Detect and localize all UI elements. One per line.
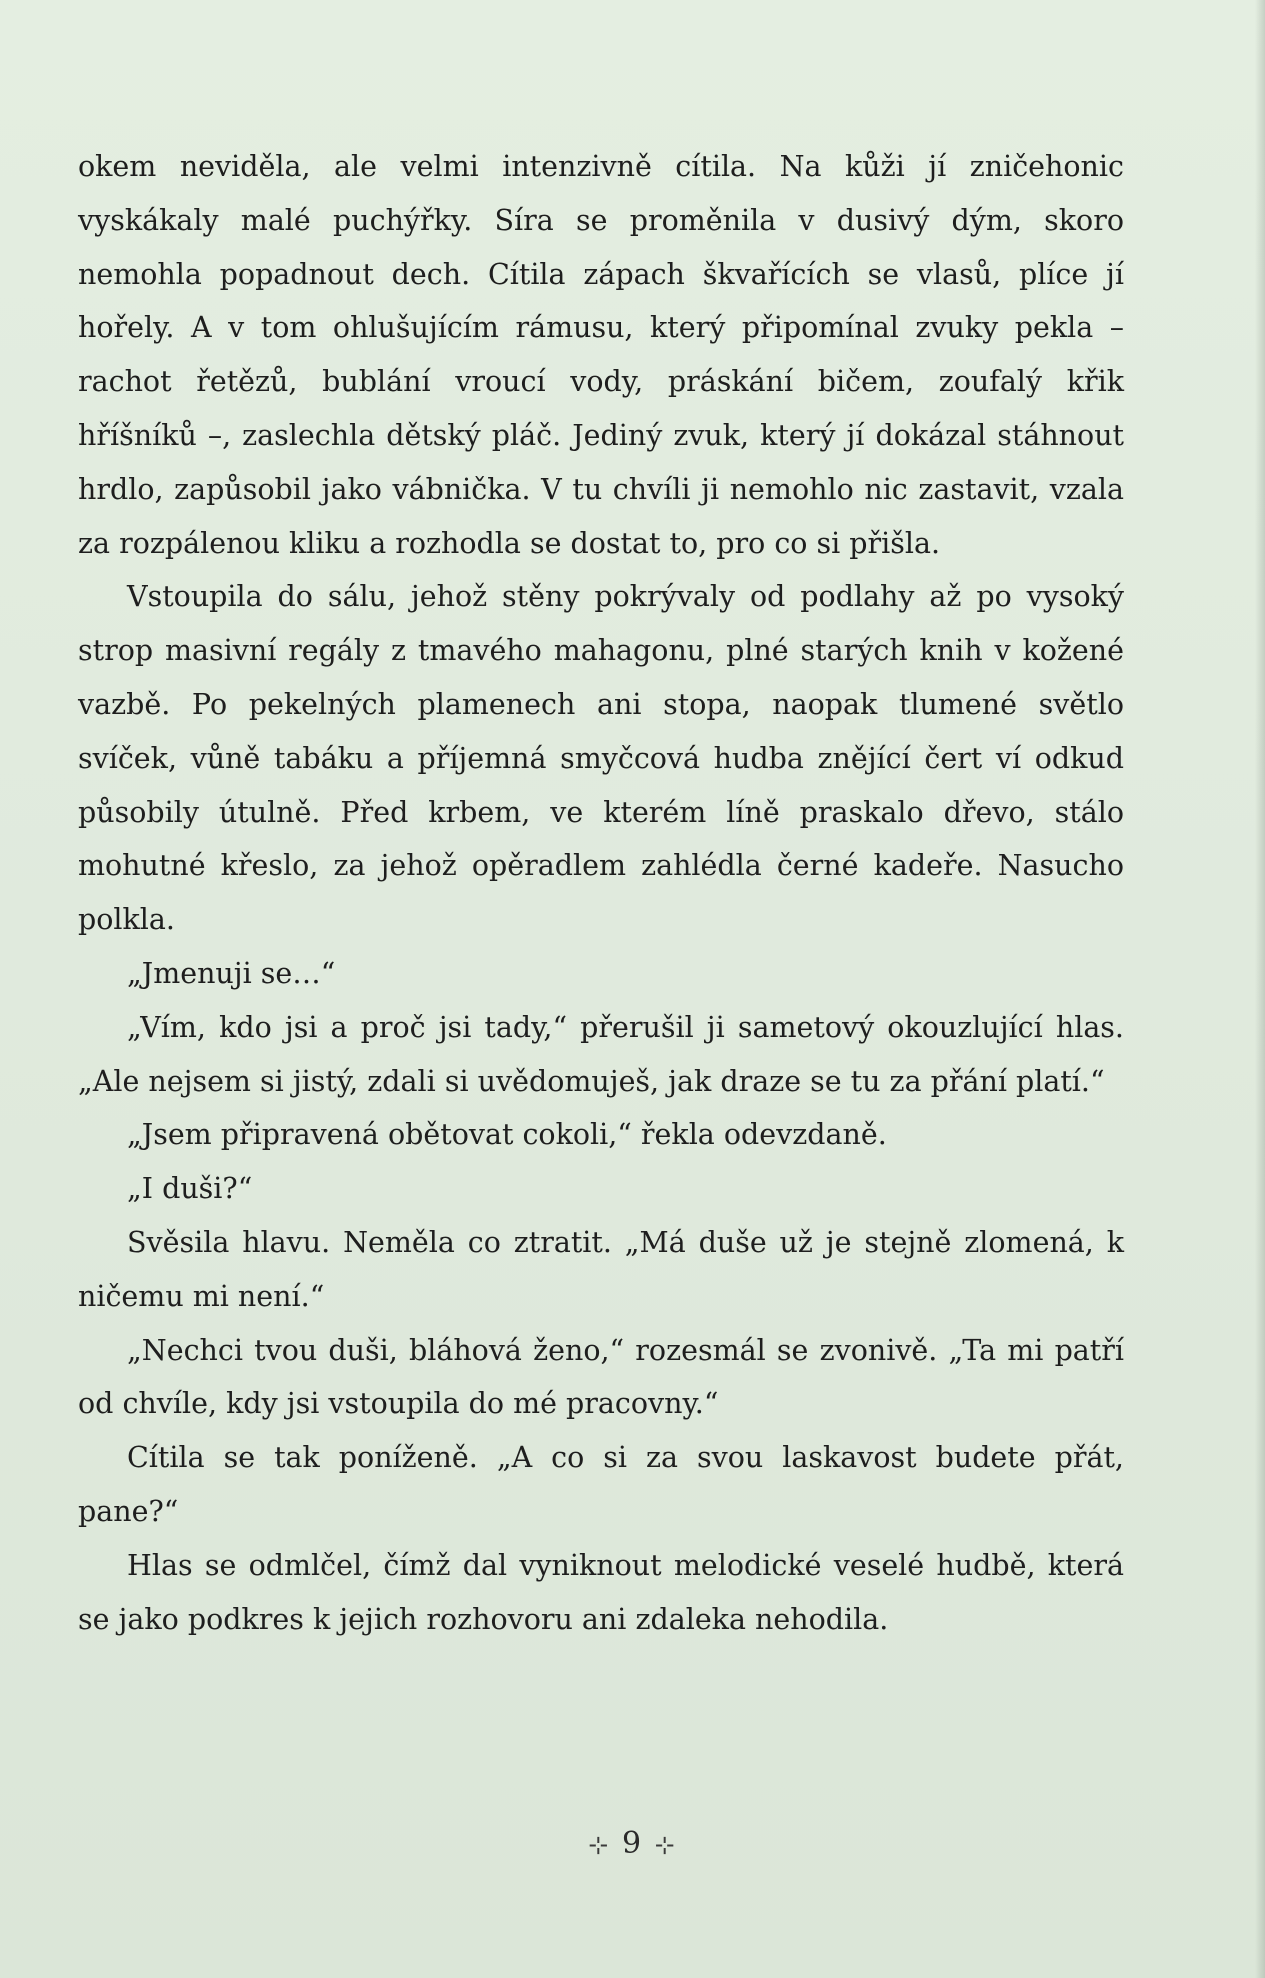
paragraph: Svěsila hlavu. Neměla co ztratit. „Má duše už je stejně zlomená, k ničemu mi není.“ xyxy=(78,1225,1124,1313)
paragraph: okem neviděla, ale velmi intenzivně cítila. Na kůži jí zničehonic vyskákaly malé puchýřky. Síra se proměnila v dusivý dým, skoro nemohla popadnout dech. Cítila zápach škvařících se vlasů, plíce jí hořely. A v tom ohlušujícím rámusu, který připomínal zvuky pekla – rachot řetězů, bublání vroucí vody, práskání bičem, zoufalý křik hříšníků –, zaslechla dětský pláč. Jediný zvuk, který jí dokázal stáhnout hrdlo, zapůsobil jako vábnička. V tu chvíli ji nemohlo nic zastavit, vzala za rozpálenou kliku a rozhodla se dostat to, pro co si přišla. xyxy=(78,150,1124,560)
paragraph: Cítila se tak poníženě. „A co si za svou laskavost budete přát, pane?“ xyxy=(78,1441,1124,1528)
ornament-left-icon: ⊹ xyxy=(588,1831,611,1859)
body-text xyxy=(78,140,1124,1646)
page-number: 9 xyxy=(621,1826,644,1861)
dialogue-line: „Vím, kdo jsi a proč jsi tady,“ přerušil ji sametový okouzlující hlas. „Ale nejsem si jistý, zdali si uvědomuješ, jak draze se tu za přání platí.“ xyxy=(78,1010,1124,1098)
dialogue-line: „Jsem připravená obětovat cokoli,“ řekla odevzdaně. xyxy=(127,1118,887,1152)
dialogue-line: „Jmenuji se…“ xyxy=(127,956,336,990)
page-number-footer xyxy=(0,1826,1265,1861)
paragraph: Vstoupila do sálu, jehož stěny pokrývaly od podlahy až po vysoký strop masivní regály z tmavého mahagonu, plné starých knih v kožené vazbě. Po pekelných plamenech ani stopa, naopak tlumené světlo svíček, vůně tabáku a příjemná smyčcová hudba znějící čert ví odkud působily útulně. Před krbem, ve kterém líně praskalo dřevo, stálo mohutné křeslo, za jehož opěradlem zahlédla černé kadeře. Nasucho polkla. xyxy=(78,580,1124,937)
dialogue-line: „I duši?“ xyxy=(127,1172,253,1206)
paragraph: Hlas se odmlčel, čímž dal vyniknout melodické veselé hudbě, která se jako podkres k jejich rozhovoru ani zdaleka nehodila. xyxy=(78,1548,1124,1636)
ornament-right-icon: ⊹ xyxy=(654,1831,677,1859)
page-edge-shadow xyxy=(1255,0,1265,1978)
dialogue-line: „Nechci tvou duši, bláhová ženo,“ rozesmál se zvonivě. „Ta mi patří od chvíle, kdy jsi vstoupila do mé pracovny.“ xyxy=(78,1333,1124,1421)
